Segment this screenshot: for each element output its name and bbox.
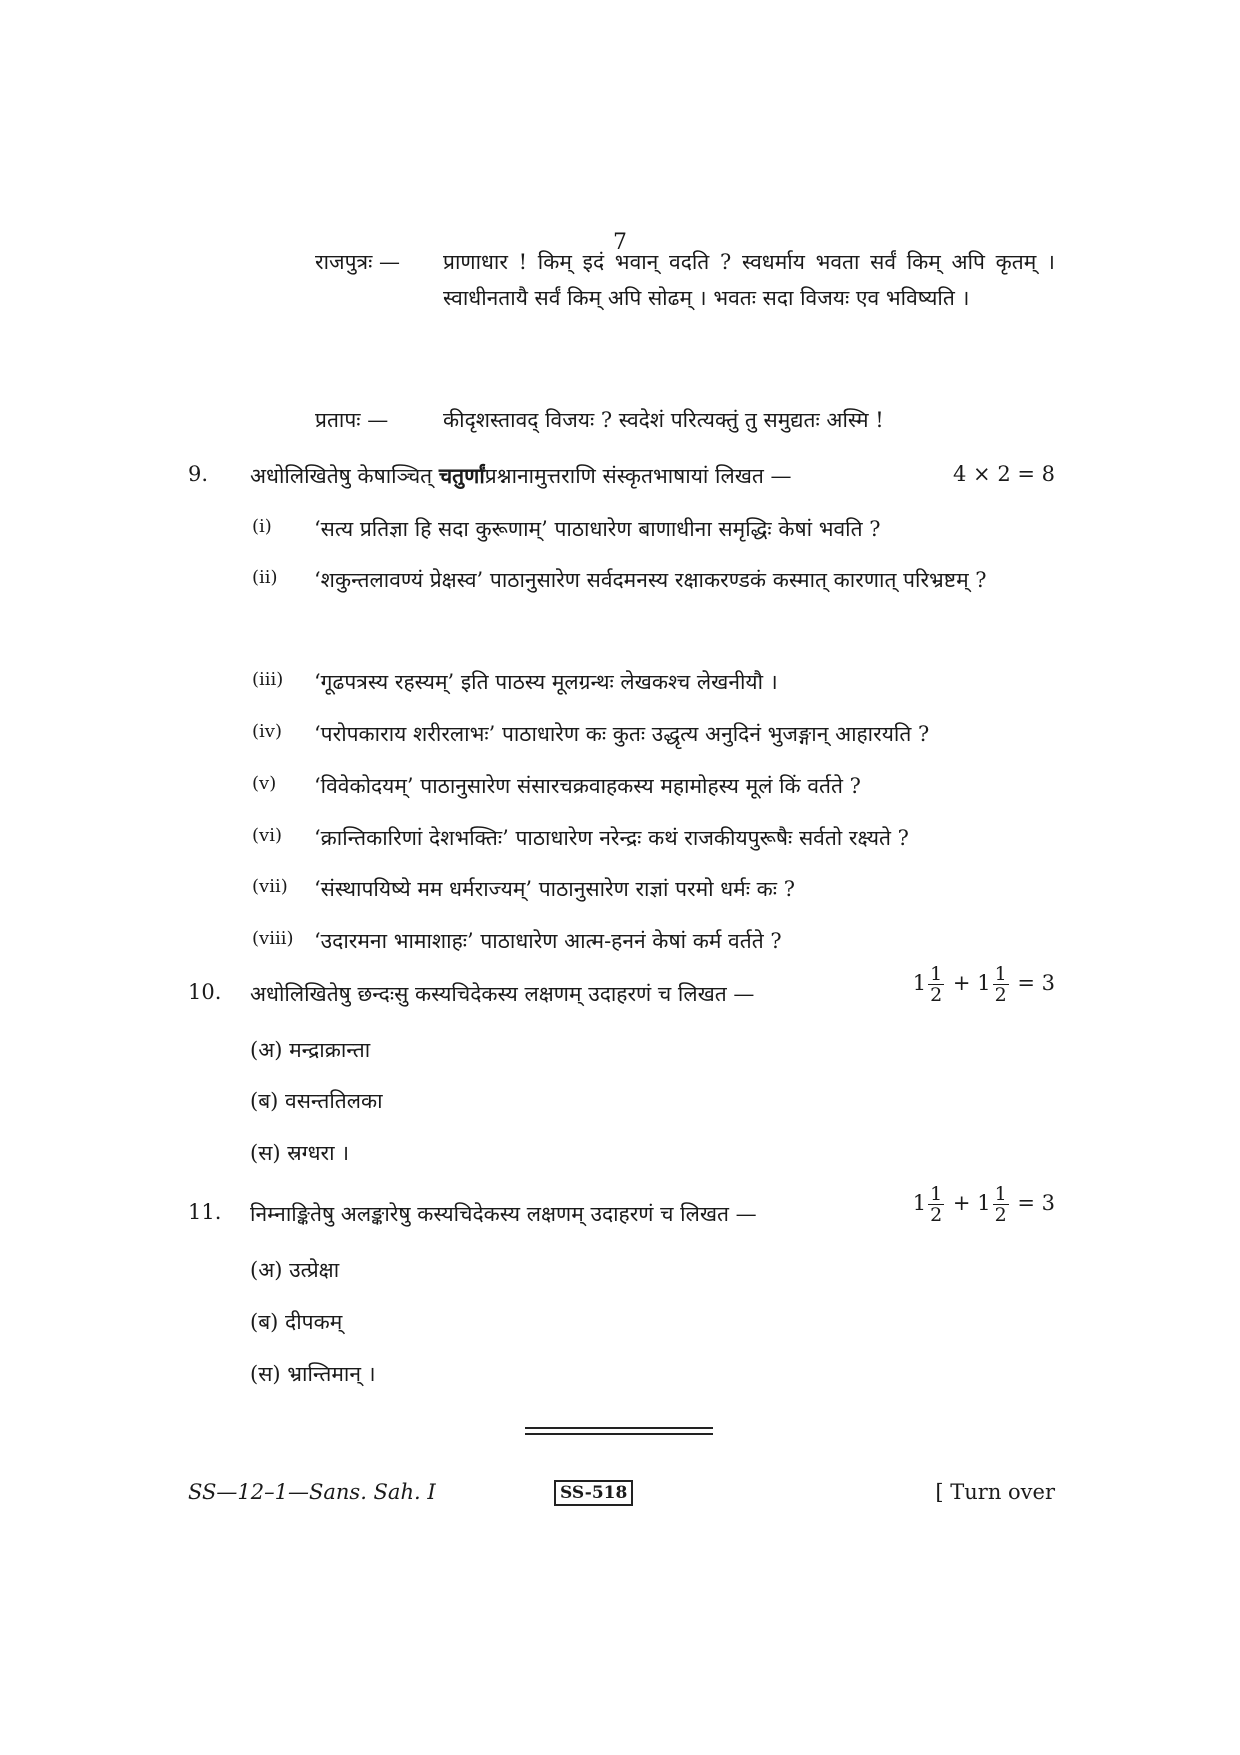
fraction: $\frac{1}{2}$ bbox=[930, 963, 943, 1006]
question-10-number: 10. bbox=[188, 980, 222, 1004]
page-number: 7 bbox=[613, 230, 627, 255]
sub-question-text: ‘क्रान्तिकारिणां देशभक्तिः’ पाठाधारेण नरेन्द्रः कथं राजकीयपुरूषैः सर्वतो रक्ष्यते ? bbox=[314, 826, 909, 850]
footer-boxed-code: SS-518 bbox=[554, 1480, 633, 1506]
footer-paper-code: SS—12–1—Sans. Sah. I bbox=[188, 1480, 436, 1504]
question-10-text: अधोलिखितेषु छन्दःसु कस्यचिदेकस्य लक्षणम् उदाहरणं च लिखत — bbox=[250, 982, 755, 1006]
dialogue-text: कीदृशस्तावद् विजयः ? स्वदेशं परित्यक्तुं तु समुद्यतः अस्मि ! bbox=[443, 408, 884, 432]
dialogue-text: प्राणाधार ! किम् इदं भवान् वदति ? स्वधर्माय भवता सर्वं किम् अपि कृतम् । स्वाधीनतायै सर्वं किम् अपि सोढम् । भवतः सदा विजयः एव भविष्यति । bbox=[443, 250, 1055, 310]
question-9-number: 9. bbox=[188, 462, 209, 486]
fraction: $\frac{1}{2}$ bbox=[930, 1183, 943, 1226]
sub-question-number: (iii) bbox=[252, 669, 284, 690]
option-item: (अ) उत्प्रेक्षा bbox=[250, 1258, 340, 1282]
emphasis-word: चतुर्णां bbox=[438, 463, 485, 488]
sub-question-text: ‘परोपकाराय शरीरलाभः’ पाठाधारेण कः कुतः उद्धृत्य अनुदिनं भुजङ्गान् आहारयति ? bbox=[314, 722, 930, 746]
sub-question-number: (viii) bbox=[252, 928, 294, 949]
sub-question-number: (i) bbox=[252, 516, 272, 537]
question-11-number: 11. bbox=[188, 1200, 222, 1224]
sub-question-text: ‘शकुन्तलावण्यं प्रेक्षस्व’ पाठानुसारेण सर्वदमनस्य रक्षाकरण्डकं कस्मात् कारणात् परिभ्रष्टम् ? bbox=[314, 568, 987, 592]
option-item: (ब) दीपकम् bbox=[250, 1310, 343, 1334]
question-9-text: अधोलिखितेषु केषाञ्चित् चतुर्णांप्रश्नानामुत्तराणि संस्कृतभाषायां लिखत — bbox=[250, 463, 792, 488]
question-11-marks: 1 $\frac{1}{2}$ + 1 $\frac{1}{2}$ = 3 bbox=[912, 1183, 1055, 1226]
sub-question-number: (ii) bbox=[252, 567, 278, 588]
sub-question-text: ‘उदारमना भामाशाहः’ पाठाधारेण आत्म-हननं केषां कर्म वर्तते ? bbox=[314, 929, 782, 953]
fraction: $\frac{1}{2}$ bbox=[994, 963, 1007, 1006]
dialogue-speaker: प्रतापः — bbox=[315, 408, 389, 432]
question-9-marks: 4 × 2 = 8 bbox=[953, 462, 1055, 486]
option-item: (स) भ्रान्तिमान् । bbox=[250, 1362, 376, 1386]
sub-question-text: ‘विवेकोदयम्’ पाठानुसारेण संसारचक्रवाहकस्य महामोहस्य मूलं किं वर्तते ? bbox=[314, 774, 861, 798]
question-11-text: निम्नाङ्कितेषु अलङ्कारेषु कस्यचिदेकस्य लक्षणम् उदाहरणं च लिखत — bbox=[250, 1202, 757, 1226]
sub-question-number: (iv) bbox=[252, 721, 282, 742]
question-10-marks: 1 $\frac{1}{2}$ + 1 $\frac{1}{2}$ = 3 bbox=[912, 963, 1055, 1006]
footer-turn-over: [ Turn over bbox=[935, 1480, 1055, 1504]
sub-question-number: (vi) bbox=[252, 825, 282, 846]
end-double-rule bbox=[525, 1427, 713, 1435]
sub-question-text: ‘संस्थापयिष्ये मम धर्मराज्यम्’ पाठानुसारेण राज्ञां परमो धर्मः कः ? bbox=[314, 877, 795, 901]
fraction: $\frac{1}{2}$ bbox=[994, 1183, 1007, 1226]
option-item: (ब) वसन्ततिलका bbox=[250, 1089, 383, 1113]
sub-question-number: (vii) bbox=[252, 876, 288, 897]
dialogue-pratap bbox=[315, 402, 1055, 438]
sub-question-text: ‘सत्य प्रतिज्ञा हि सदा कुरूणाम्’ पाठाधारेण बाणाधीना समृद्धिः केषां भवति ? bbox=[314, 517, 881, 541]
option-item: (स) स्रग्धरा । bbox=[250, 1141, 350, 1165]
sub-question-number: (v) bbox=[252, 773, 277, 794]
dialogue-speaker: राजपुत्रः — bbox=[315, 250, 401, 274]
option-item: (अ) मन्द्राक्रान्ता bbox=[250, 1038, 371, 1062]
sub-question-text: ‘गूढपत्रस्य रहस्यम्’ इति पाठस्य मूलग्रन्थः लेखकश्च लेखनीयौ । bbox=[314, 670, 778, 694]
dialogue-rajputra bbox=[315, 244, 1055, 316]
